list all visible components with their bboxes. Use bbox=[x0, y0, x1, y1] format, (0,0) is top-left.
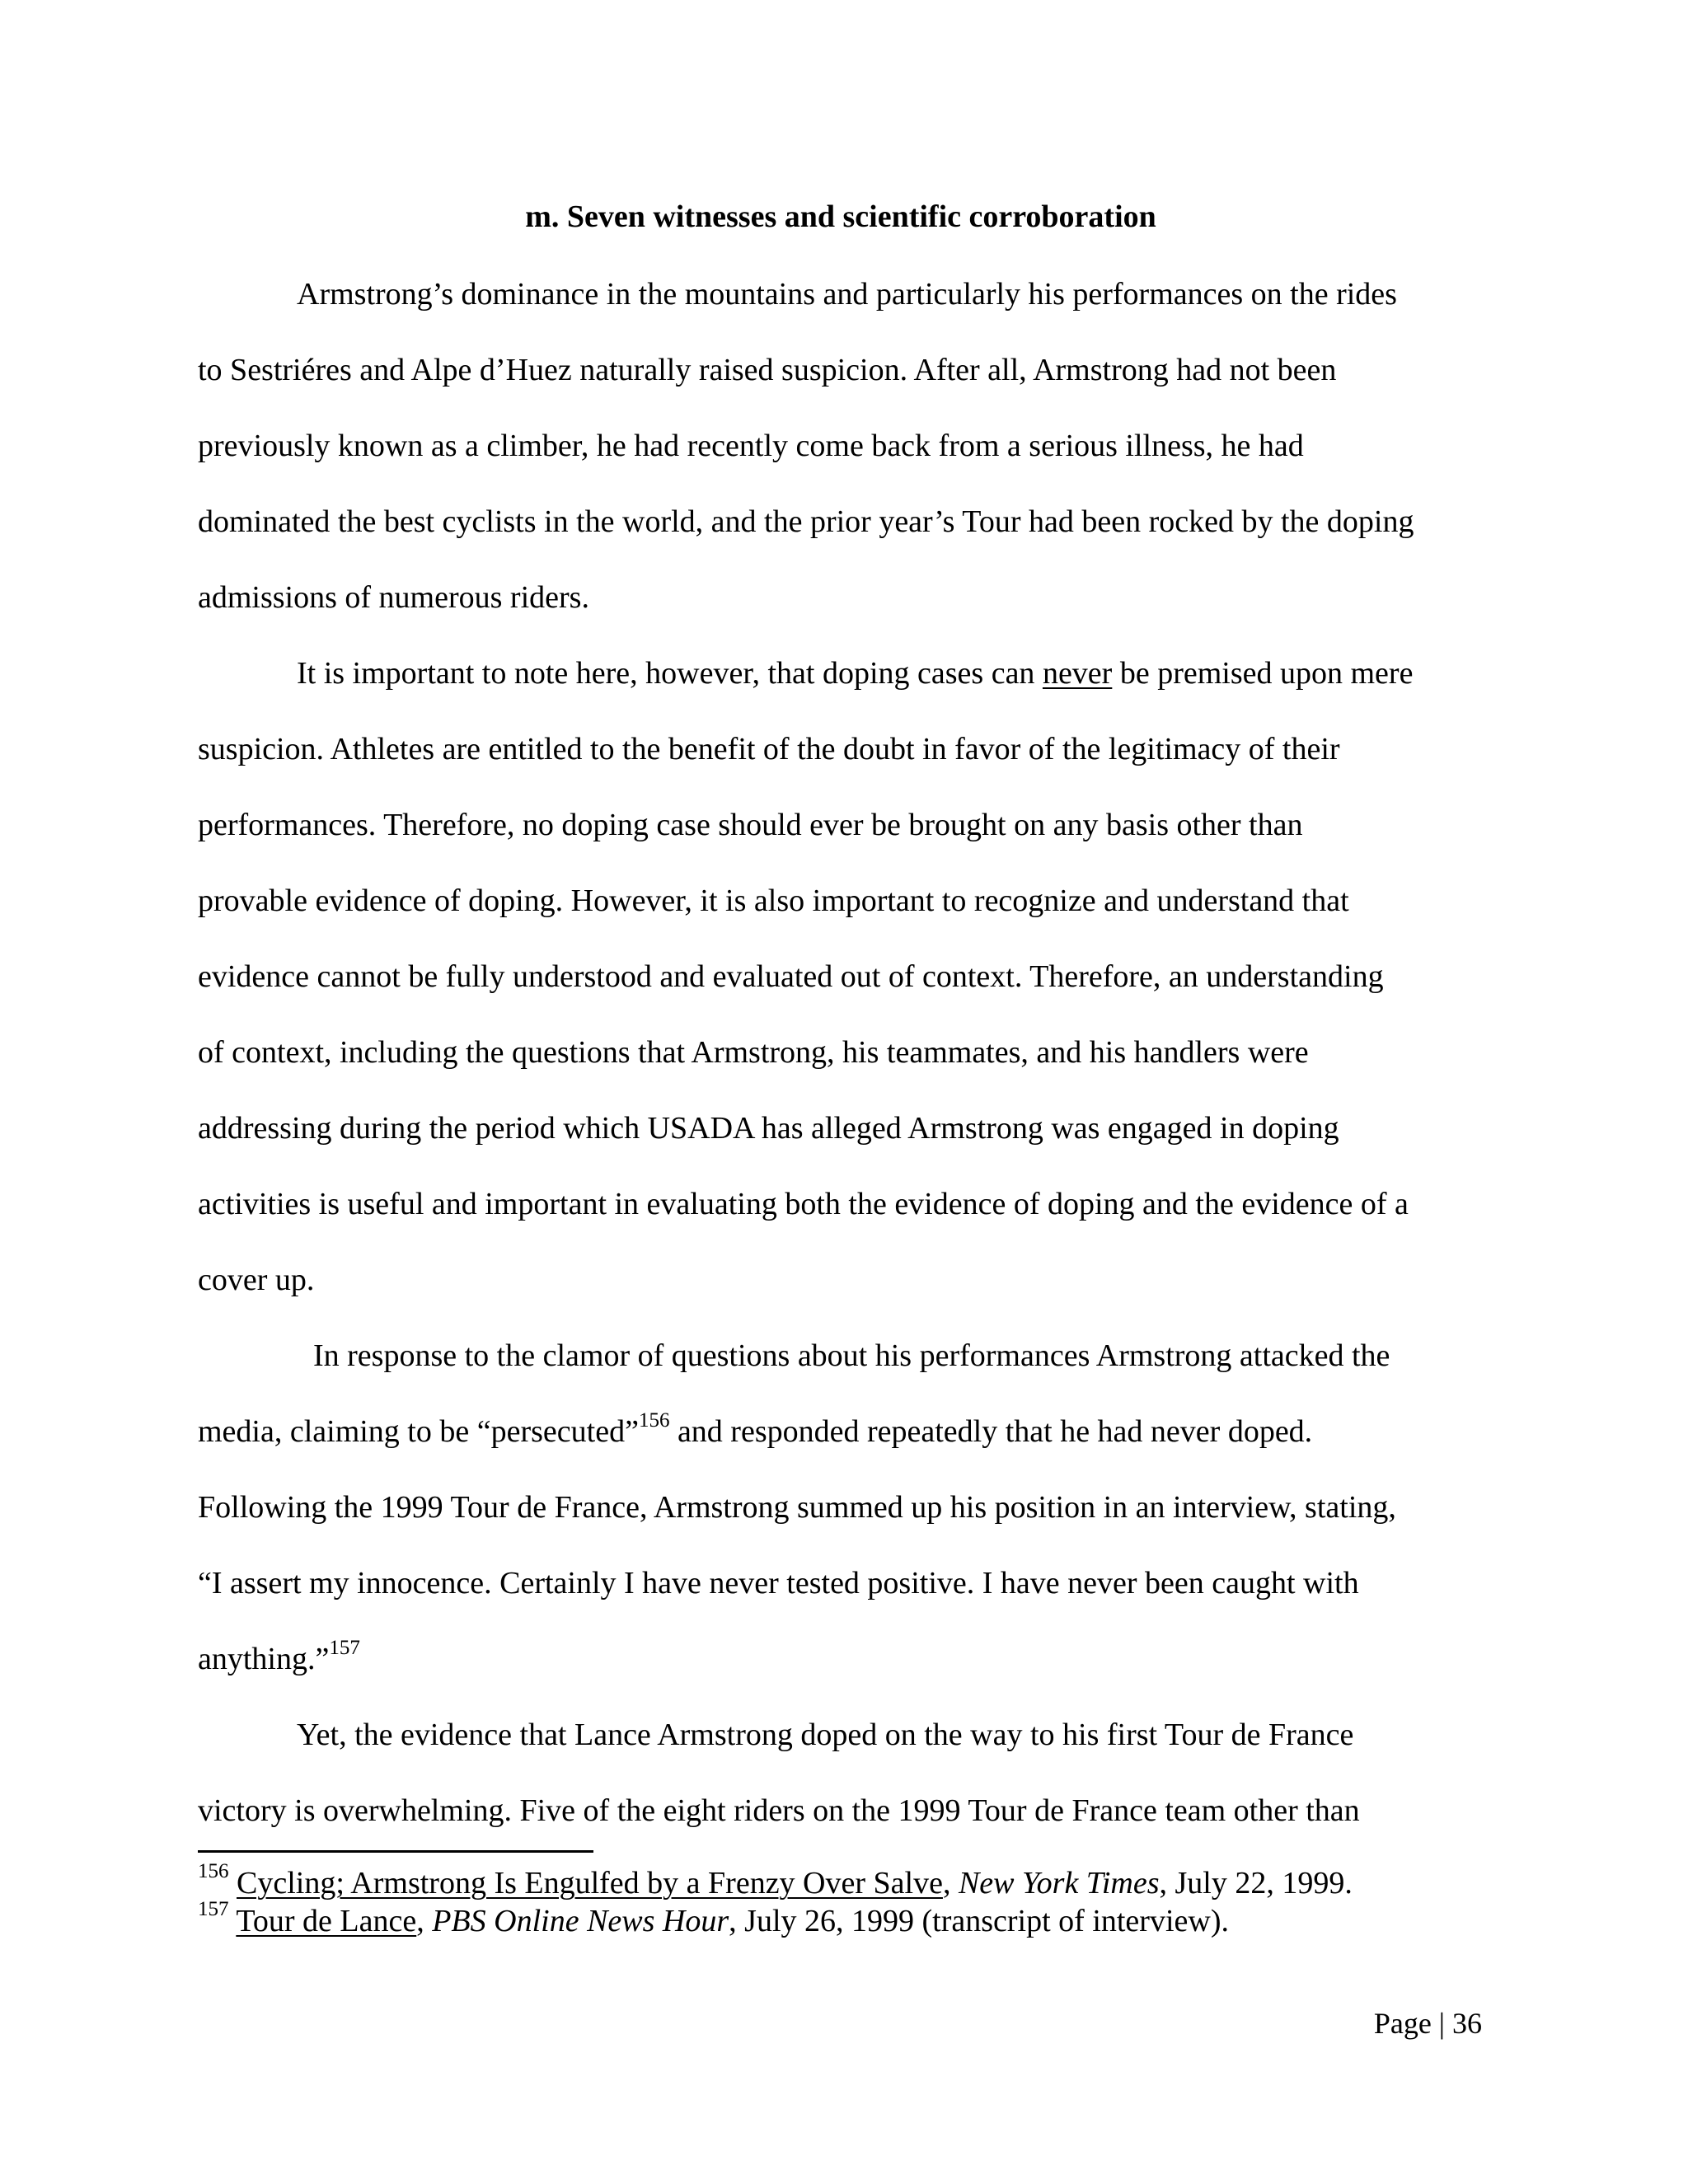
paragraph-1-line-2: to Sestriéres and Alpe d’Huez naturally raised suspicion. After all, Armstrong had not been bbox=[198, 353, 1337, 387]
paragraph-2-line-5: evidence cannot be fully understood and evaluated out of context. Therefore, an understanding bbox=[198, 959, 1384, 994]
paragraph-2-line-8: activities is useful and important in evaluating both the evidence of doping and the evidence of a bbox=[198, 1187, 1409, 1221]
paragraph-3-line-5 bbox=[198, 1638, 360, 1680]
paragraph-3-line-2 bbox=[198, 1411, 1312, 1452]
paragraph-2-line-3: performances. Therefore, no doping case should ever be brought on any basis other than bbox=[198, 808, 1303, 842]
paragraph-2-text: be premised upon mere bbox=[1112, 656, 1414, 691]
paragraph-3-line-3: Following the 1999 Tour de France, Armstrong summed up his position in an interview, stating, bbox=[198, 1490, 1396, 1525]
footnote-source: New York Times bbox=[958, 1866, 1160, 1900]
paragraph-3-line-4: “I assert my innocence. Certainly I have never tested positive. I have never been caught with bbox=[198, 1566, 1359, 1601]
footnote-number: 156 bbox=[198, 1860, 229, 1883]
section-heading: m. Seven witnesses and scientific corroboration bbox=[525, 199, 1156, 234]
footnote-title: Tour de Lance bbox=[236, 1904, 417, 1938]
paragraph-1-line-4: dominated the best cyclists in the world, and the prior year’s Tour had been rocked by the doping bbox=[198, 504, 1414, 539]
footnote-date: , July 26, 1999 (transcript of interview). bbox=[729, 1904, 1229, 1938]
paragraph-4-line-2: victory is overwhelming. Five of the eight riders on the 1999 Tour de France team other than bbox=[198, 1793, 1360, 1828]
paragraph-2-line-9: cover up. bbox=[198, 1263, 315, 1297]
paragraph-3-text: media, claiming to be “persecuted” bbox=[198, 1414, 639, 1449]
paragraph-2-text: It is important to note here, however, that doping cases can bbox=[297, 656, 1043, 691]
page-number: Page | 36 bbox=[1373, 2007, 1482, 2040]
paragraph-2-line-1 bbox=[297, 653, 1413, 694]
emphasis-never: never bbox=[1042, 656, 1113, 691]
footnote-title: Cycling; Armstrong Is Engulfed by a Frenzy Over Salve bbox=[237, 1866, 943, 1900]
footnote-divider bbox=[198, 1850, 593, 1853]
paragraph-4-line-1: Yet, the evidence that Lance Armstrong doped on the way to his first Tour de France bbox=[297, 1718, 1354, 1752]
paragraph-2-line-4: provable evidence of doping. However, it is also important to recognize and understand that bbox=[198, 883, 1349, 918]
footnote-date: , July 22, 1999. bbox=[1159, 1866, 1353, 1900]
paragraph-2-line-2: suspicion. Athletes are entitled to the benefit of the doubt in favor of the legitimacy of their bbox=[198, 732, 1340, 766]
footnote-ref-156[interactable]: 156 bbox=[638, 1409, 670, 1432]
footnote-157 bbox=[198, 1898, 1229, 1940]
paragraph-1-line-3: previously known as a climber, he had recently come back from a serious illness, he had bbox=[198, 429, 1304, 463]
footnote-ref-157[interactable]: 157 bbox=[329, 1637, 360, 1660]
footnote-separator: , bbox=[416, 1904, 433, 1938]
paragraph-2-line-6: of context, including the questions that Armstrong, his teammates, and his handlers were bbox=[198, 1035, 1309, 1070]
paragraph-1-line-5: admissions of numerous riders. bbox=[198, 580, 589, 615]
footnote-source: PBS Online News Hour bbox=[432, 1904, 729, 1938]
paragraph-3-line-1: In response to the clamor of questions about his performances Armstrong attacked the bbox=[313, 1338, 1390, 1373]
paragraph-2-line-7: addressing during the period which USADA has alleged Armstrong was engaged in doping bbox=[198, 1111, 1339, 1146]
paragraph-3-text: and responded repeatedly that he had never doped. bbox=[669, 1414, 1313, 1449]
footnote-156 bbox=[198, 1860, 1353, 1902]
paragraph-3-text: anything.” bbox=[198, 1642, 330, 1676]
footnote-separator: , bbox=[942, 1866, 959, 1900]
footnote-number: 157 bbox=[198, 1898, 229, 1921]
paragraph-1-line-1: Armstrong’s dominance in the mountains and particularly his performances on the rides bbox=[297, 277, 1397, 312]
